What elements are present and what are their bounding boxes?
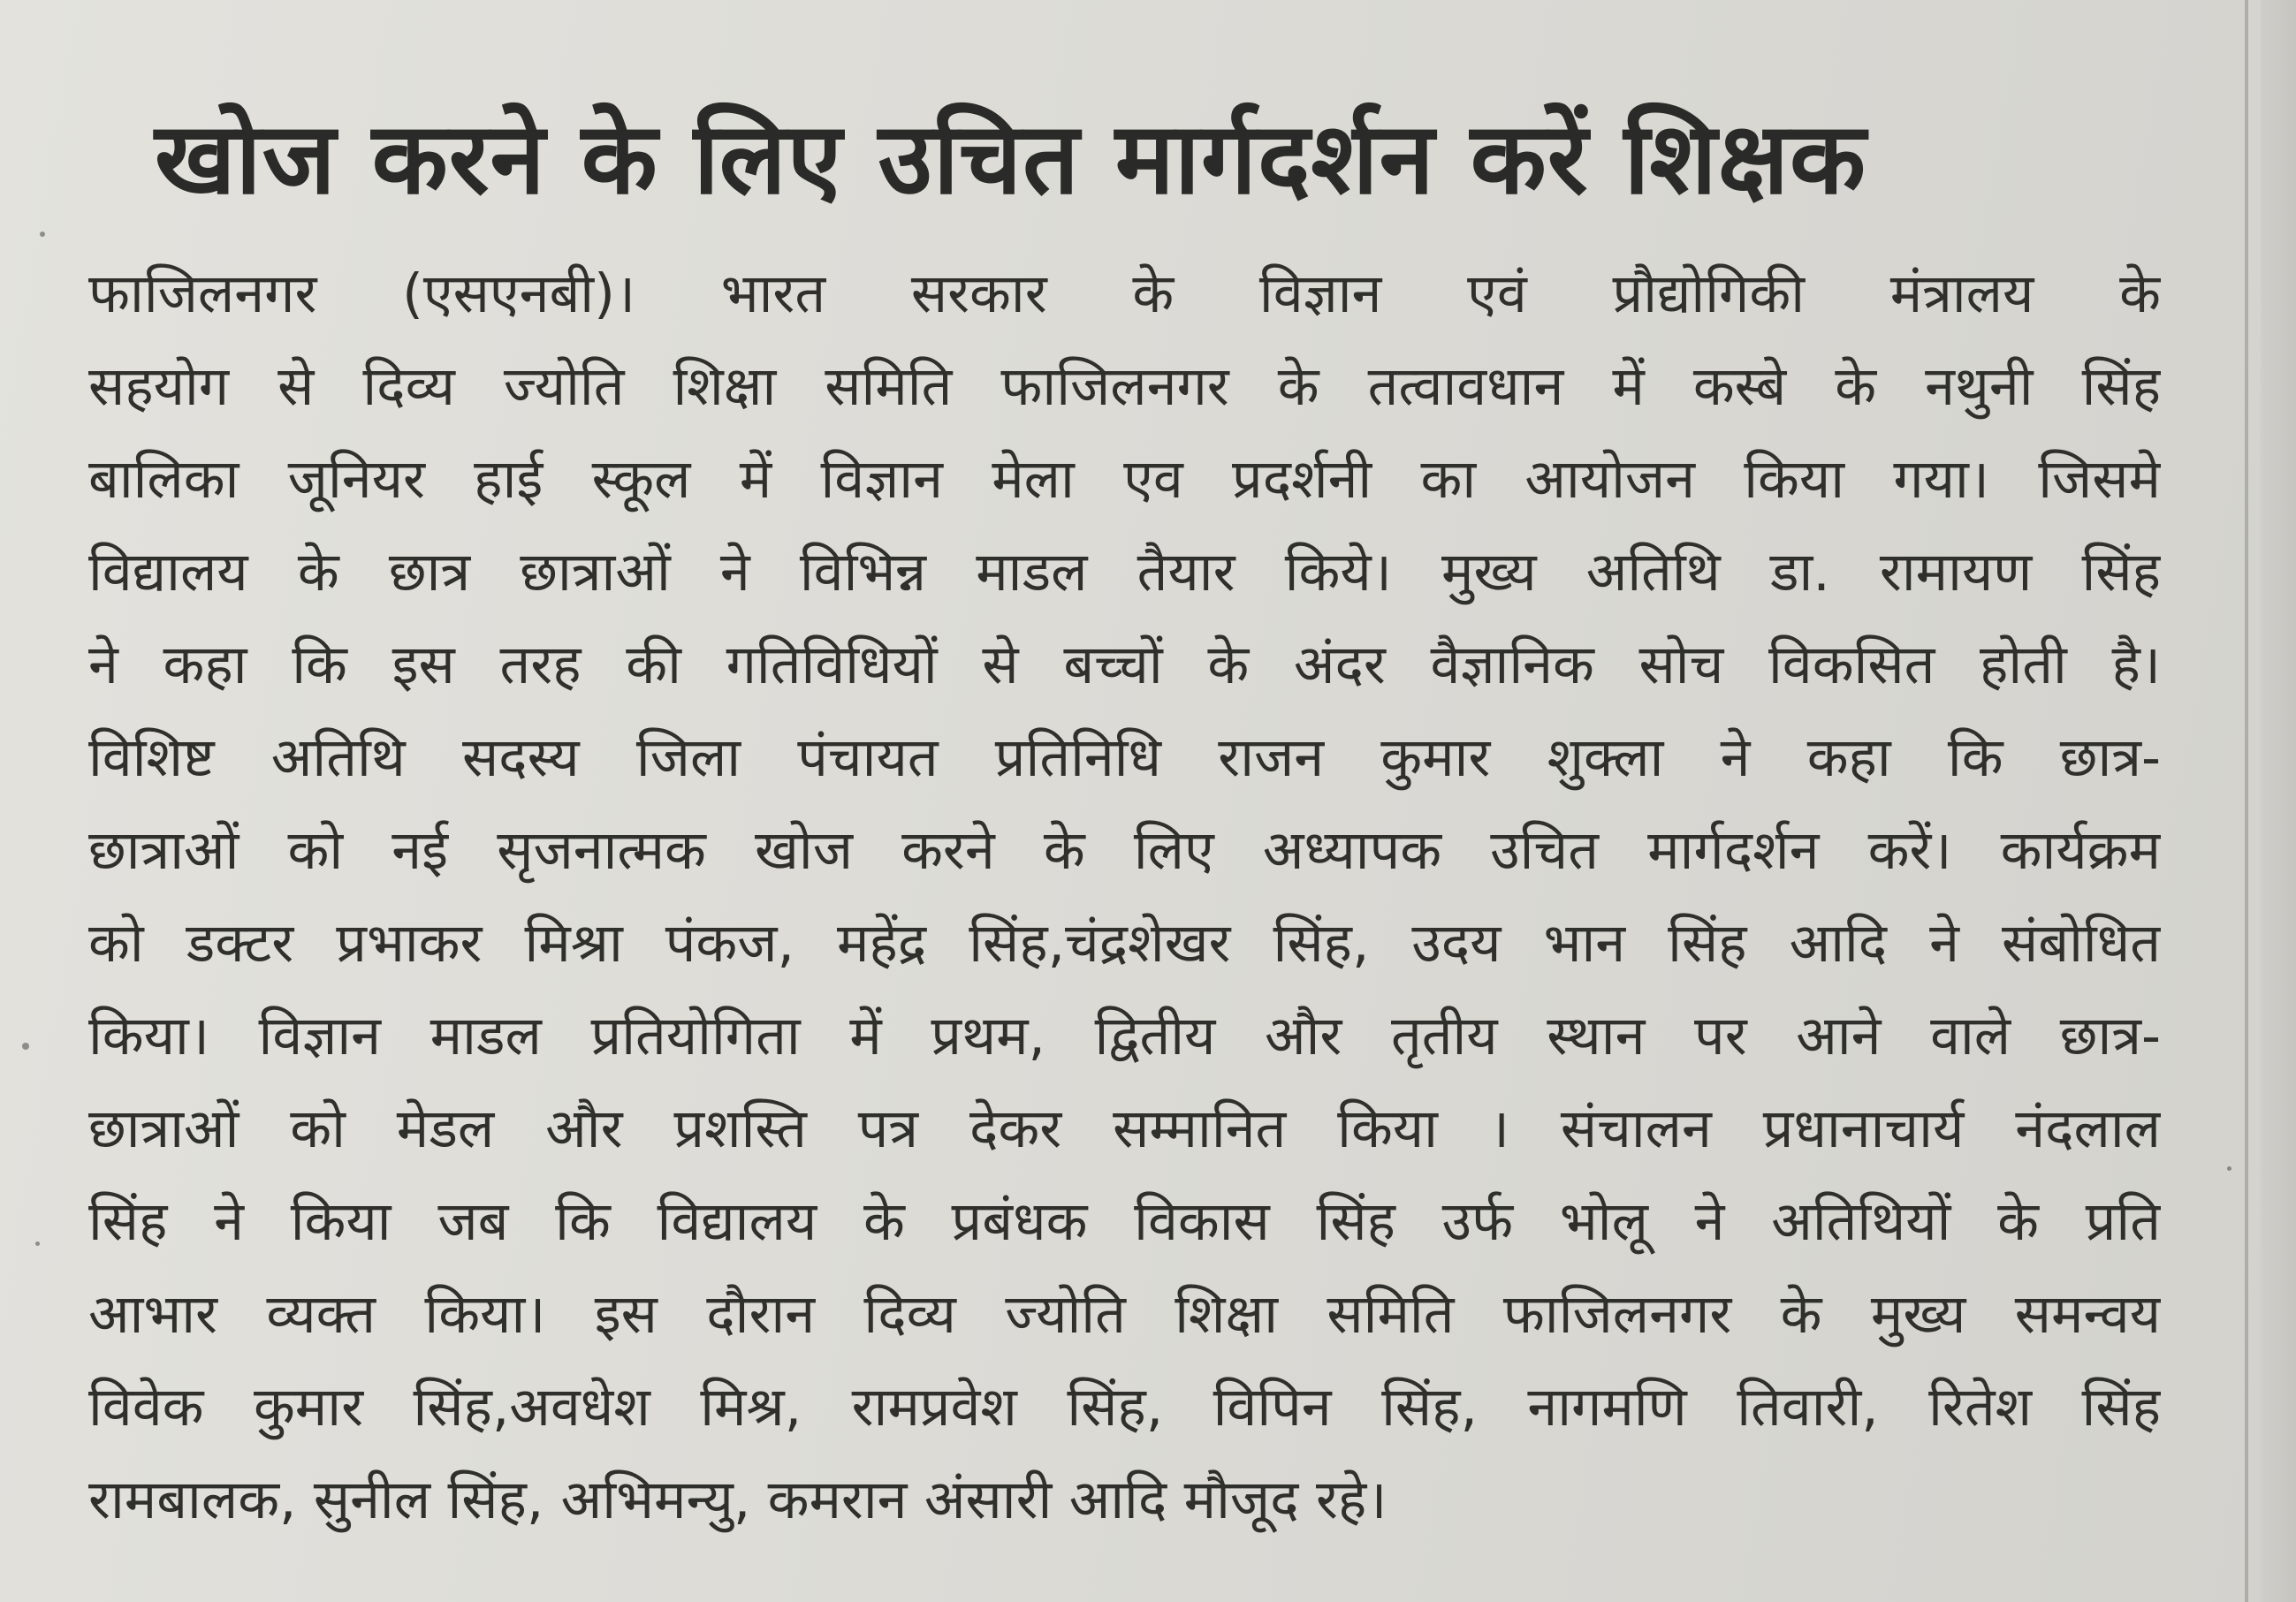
article-line: छात्राओं को मेडल और प्रशस्ति पत्र देकर सम्मानित किया । संचालन प्रधानाचार्य नंदलाल [88,1097,2161,1160]
print-speck [40,232,45,237]
print-speck [35,1241,40,1246]
article-line: को डक्टर प्रभाकर मिश्रा पंकज, महेंद्र सिंह,चंद्रशेखर सिंह, उदय भान सिंह आदि ने संबोधित [88,912,2161,975]
headline: खोज करने के लिए उचित मार्गदर्शन करें शिक्षक [155,102,1867,216]
article-line: आभार व्यक्त किया। इस दौरान दिव्य ज्योति शिक्षा समिति फाजिलनगर के मुख्य समन्वय [88,1283,2161,1346]
article-line: विशिष्ट अतिथि सदस्य जिला पंचायत प्रतिनिधि राजन कुमार शुक्ला ने कहा कि छात्र- [88,726,2161,789]
article-line: किया। विज्ञान माडल प्रतियोगिता में प्रथम, द्वितीय और तृतीय स्थान पर आने वाले छात्र- [88,1005,2161,1067]
print-speck [2227,1166,2231,1171]
article-line: रामबालक, सुनील सिंह, अभिमन्यु, कमरान अंसारी आदि मौजूद रहे। [88,1469,1387,1531]
article-line: छात्राओं को नई सृजनात्मक खोज करने के लिए अध्यापक उचित मार्गदर्शन करें। कार्यक्रम [88,819,2161,882]
article-line: विद्यालय के छात्र छात्राओं ने विभिन्न माडल तैयार किये। मुख्य अतिथि डा. रामायण सिंह [88,541,2161,604]
article-line: सहयोग से दिव्य ज्योति शिक्षा समिति फाजिलनगर के तत्वावधान में कस्बे के नथुनी सिंह [88,355,2161,418]
article-line: फाजिलनगर (एसएनबी)। भारत सरकार के विज्ञान एवं प्रौद्योगिकी मंत्रालय के [88,262,2161,325]
article-line: विवेक कुमार सिंह,अवधेश मिश्र, रामप्रवेश सिंह, विपिन सिंह, नागमणि तिवारी, रितेश सिंह [88,1376,2161,1439]
article-line: बालिका जूनियर हाई स्कूल में विज्ञान मेला एव प्रदर्शनी का आयोजन किया गया। जिसमे [88,448,2161,511]
print-speck [22,1043,29,1050]
article-body [88,247,2161,1546]
article-line: ने कहा कि इस तरह की गतिविधियों से बच्चों के अंदर वैज्ञानिक सोच विकसित होती है। [88,634,2161,696]
article-line: सिंह ने किया जब कि विद्यालय के प्रबंधक विकास सिंह उर्फ भोलू ने अतिथियों के प्रति [88,1190,2161,1253]
adjacent-column-edge [2261,0,2296,1602]
column-divider [2245,0,2248,1602]
